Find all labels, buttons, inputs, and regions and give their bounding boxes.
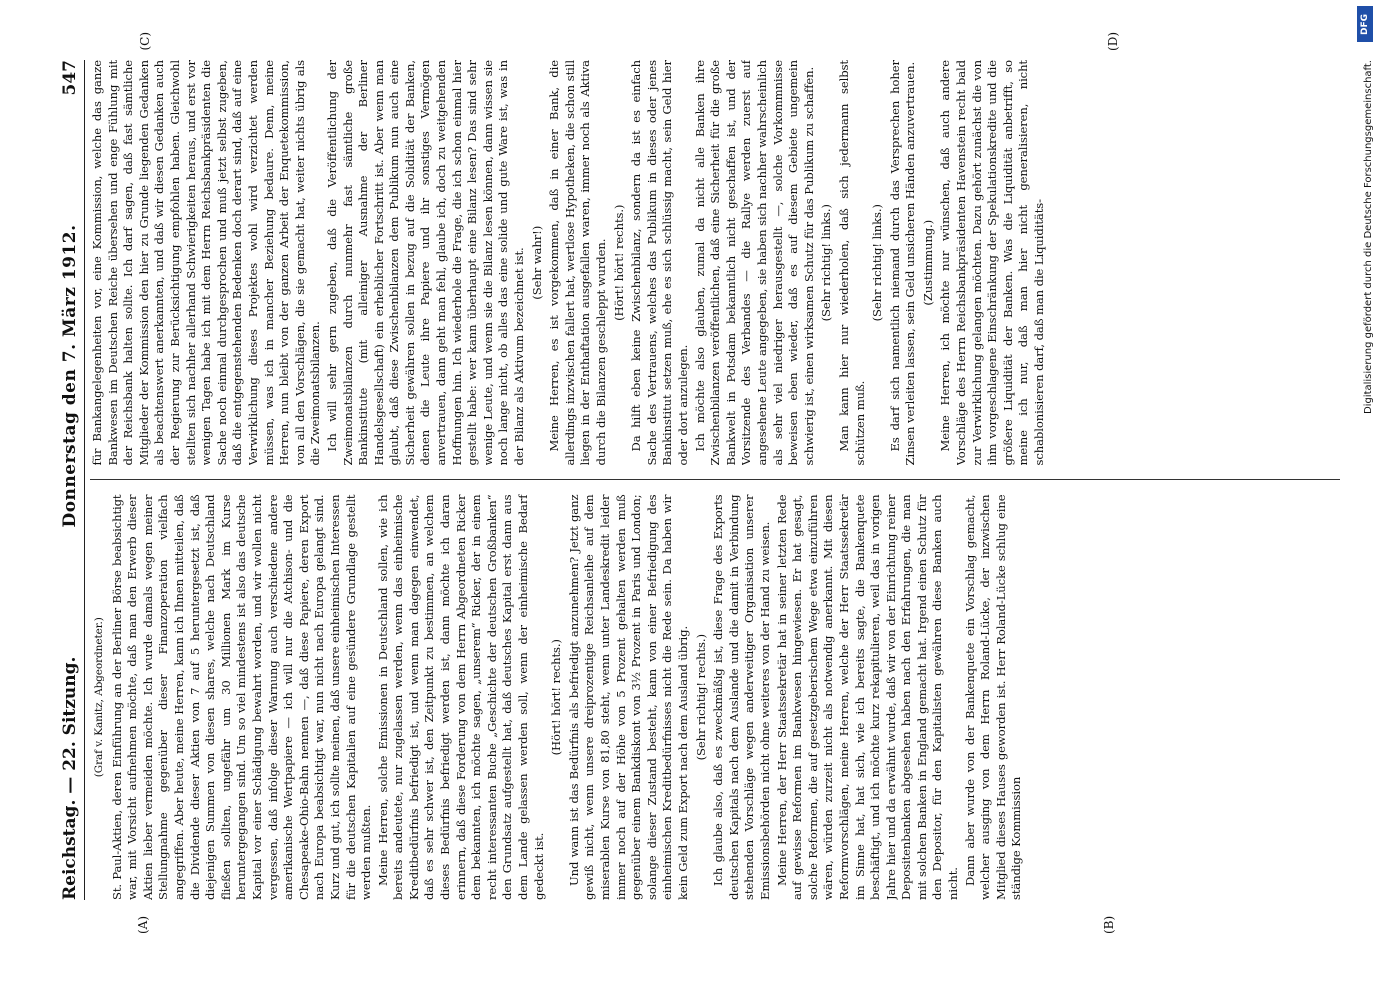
document-page [50, 30, 1350, 970]
header-center: Donnerstag den 7. März 1912. [60, 224, 80, 528]
paragraph: für Bankangelegenheiten vor, eine Kommission, welche das ganze Bankwesen im Deutschen Reiche übersehen und enge Fühlung mit der Reichsbank halten sollte. Ich darf sagen, daß fast sämtliche Mitglieder der Kommission den hier zu Grunde liegenden Gedanken als beachtenswert anerkannten, und daß wir diesen Gedanken auch der Regierung zur Berücksichtigung empfohlen haben. Gleichwohl stellten sich nachher allerhand Schwierigkeiten heraus, und erst vor wenigen Tagen habe ich mit dem Herrn Reichsbankpräsidenten die Sache noch einmal durchgesprochen und muß jetzt selbst zugeben, daß die entgegenstehenden Bedenken doch derart sind, daß auf eine Verwirklichung dieses Projektes wohl wird verzichtet werden müssen, was ich in mancher Beziehung bedaure. Denn, meine Herren, nun bleibt von der ganzen Arbeit der Enquetekommission, von all den Vorschlägen, die sie gemacht hat, weiter nichts übrig als die Zweimonatsbilanzen. [90, 60, 323, 466]
paragraph: Man kann hier nur wiederholen, daß sich jedermann selbst schützen muß. [836, 60, 867, 466]
margin-mark-c: (C) [138, 32, 152, 51]
interjection: (Sehr richtig! links.) [819, 204, 834, 322]
paragraph: Ich glaube also, daß es zweckmäßig ist, diese Frage des Exports deutschen Kapitals nach dem Auslande und die damit in Verbindung stehenden Vorschläge wegen anderweitiger Organisation unserer Emissionsbehörden nicht ohne weiteres von der Hand zu weisen. [711, 494, 772, 900]
interjection: (Sehr richtig! rechts.) [693, 634, 708, 761]
paragraph: Ich will sehr gern zugeben, daß die Veröffentlichung der Zweimonatsbilanzen durch nunmehr fast sämtliche große Bankinstitute (mit alleiniger Ausnahme der Berliner Handelsgesellschaft) ein erheblicher Fortschritt ist. Aber wenn man glaubt, daß diese Zwischenbilanzen dem Publikum nun auch eine Sicherheit gewähren sollen in bezug auf die Solidität der Banken, denen die Leute ihre Papiere und ihr sonstiges Vermögen anvertrauen, dann geht man fehl, glaube ich, doch zu weitgehenden Hoffnungen hin. Ich wiederhole die Frage, die ich schon einmal hier gestellt habe: wer kann überhaupt eine Bilanz lesen? Das sind sehr wenige Leute, und wenn sie die Bilanz lesen können, dann wissen sie noch lange nicht, ob alles das eine solide und gute Ware ist, was in der Bilanz als Aktivum bezeichnet ist. [324, 60, 527, 466]
margin-mark-d: (D) [1106, 32, 1120, 51]
interjection: (Sehr wahr!) [529, 225, 544, 300]
interjection: (Hört! hört! rechts.) [549, 639, 564, 756]
margin-mark-b: (B) [1102, 915, 1116, 934]
running-head [50, 60, 85, 900]
digitization-note: Digitalisierung gefördert durch die Deutsche Forschungsgemeinschaft. [1363, 60, 1374, 415]
paragraph: St. Paul-Aktien, deren Einführung an der Berliner Börse beabsichtigt war, mit Vorsicht aufnehmen möchte, daß man den Erwerb dieser Aktien lieber vermeiden möchte. Ich wurde damals wegen meiner Stellungnahme gegenüber dieser Finanzoperation vielfach angegriffen. Aber heute, meine Herren, kann ich Ihnen mitteilen, daß die Dividende dieser Aktien von 7 auf 5 heruntergesetzt ist, daß diejenigen Summen von diesen shares, welche nach Deutschland fließen sollten, ungefähr um 30 Millionen Mark im Kurse heruntergegangen sind. Um so viel mindestens ist also das deutsche Kapital vor einer Schädigung bewahrt worden, und wir wollen nicht vergessen, daß infolge dieser Warnung auch verschiedene andere amerikanische Wertpapiere — ich will nur die Atchison- und die Chesapeake-Ohio-Bahn nennen —, daß diese Papiere, deren Export nach Europa beabsichtigt war, nun nicht nach Europa gelangt sind. Kurz und gut, ich sollte meinen, daß unsere einheimischen Interessen für die deutschen Kapitalien auf eine gesündere Grundlage gestellt werden mußten. [109, 494, 374, 900]
left-column [90, 495, 1340, 901]
right-column [90, 60, 1340, 466]
paragraph: Und wann ist das Bedürfnis als befriedigt anzunehmen? Jetzt ganz gewiß nicht, wenn unsere dreiprozentige Reichsanleihe auf dem miserablen Kurse von 81,80 steht, wenn unter Landeskredit leider immer noch auf der Höhe von 5 Prozent gehalten werden muß gegenüber einem Bankdiskont von 3½ Prozent in Paris und London; solange dieser Zustand besteht, kann von einer Befriedigung des einheimischen Kreditbedürfnisses nicht die Rede sein. Da haben wir kein Geld zum Export nach dem Ausland übrig. [566, 494, 690, 900]
paragraph: Ich möchte also glauben, zumal da nicht alle Banken ihre Zwischenbilanzen veröffentlichen, daß eine Sicherheit für die große Bankwelt in Potsdam bekanntlich nicht geschaffen ist, und der Vorsitzende des Verbandes — die Rallye werden zuerst auf angesehene Leute angegeben, sie haben sich nachher wahrscheinlich als sehr viel niedriger herausgestellt —, solche Vorkommnisse beweisen eben wieder, daß es auf diesem Gebiete ungemein schwierig ist, einen wirksamen Schutz für das Publikum zu schaffen. [692, 60, 816, 466]
page-number: 547 [60, 60, 80, 96]
interjection: (Zustimmung.) [920, 219, 935, 306]
interjection: (Sehr richtig! links.) [870, 204, 885, 322]
header-left: Reichstag. — 22. Sitzung. [60, 656, 80, 900]
text-columns [90, 60, 1340, 900]
paragraph: Meine Herren, ich möchte nur wünschen, daß auch andere Vorschläge des Herrn Reichsbankpräsidenten Havenstein recht bald zur Verwirklichung gelangen möchten. Dazu gehört zunächst die von ihm vorgeschlagene Einschränkung der Spekulationskredite und die größere Liquidität der Banken. Was die Liquidität anbetrifft, so meine ich nur, daß man hier nicht generalisieren, nicht schablonisieren darf, daß man die Liquiditäts- [938, 60, 1047, 466]
paragraph: Meine Herren, solche Emissionen in Deutschland sollen, wie ich bereits andeutete, nur zugelassen werden, wenn das einheimische Kreditbedürfnis befriedigt ist, und wenn man dagegen einwendet, daß es sehr schwer ist, den Zeitpunkt zu bestimmen, an welchem dieses Bedürfnis befriedigt werden ist, dann möchte ich daran erinnern, daß diese Forderung von dem Herrn Abgeordneten Ricker dem bekannten, ich möchte sagen, „unserem“ Ricker, der in einem recht interessanten Buche „Geschichte der deutschen Großbanken“ den Grundsatz aufgestellt hat, daß deutsches Kapital erst dann aus dem Lande gelassen werden soll, wenn der einheimische Bedarf gedeckt ist. [375, 494, 546, 900]
dfg-logo-badge [1357, 6, 1373, 42]
column-divider [90, 480, 1340, 481]
paragraph: Meine Herren, es ist vorgekommen, daß in einer Bank, die allerdings inzwischen fallert hat, wertlose Hypotheken, die schon still liegen in der Enthaftation ausgefallen waren, immer noch als Aktiva durch die Bilanzen geschleppt wurden. [547, 60, 608, 466]
paragraph: Da hilft eben keine Zwischenbilanz, sondern da ist es einfach Sache des Vertrauens, welches das Publikum in dieses oder jenes Bankinstitut setzen muß, ehe es sich schlüssig macht, sein Geld hier oder dort anzulegen. [629, 60, 690, 466]
dfg-logo-text: DFG [1360, 13, 1370, 35]
speaker-name: (Graf v. Kanitz, Abgeordneter.) [93, 617, 105, 778]
paragraph: Es darf sich namentlich niemand durch das Versprechen hoher Zinsen verleiten lassen, sein Geld unsicheren Händen anzuvertrauen. [887, 60, 918, 466]
paragraph: Meine Herren, der Herr Staatssekretär hat in seiner letzten Rede auf gewisse Reformen im Bankwesen hingewiesen. Er hat gesagt, solche Reformen, die auf gesetzgeberischem Wege etwa einzuführen wären, würden zurzeit nicht als notwendig anerkannt. Mit diesen Reformvorschlägen, meine Herren, welche der Herr Staatssekretär im Sinne hat, hat sich, wie ich bereits sagte, die Bankenquete beschäftigt, und ich möchte kurz rekapitulieren, weil das in vorigen Jahre hier und da erwähnt wurde, daß wir von der Einrichtung reiner Depositenbanken abgesehen haben nach den Erfahrungen, die man mit solchen Banken in England gemacht hat. Irgend einen Schutz für den Depositor, für den Kapitalisten gewähren diese Banken auch nicht. [774, 494, 961, 900]
paragraph: Dann aber wurde von der Bankenquete ein Vorschlag gemacht, welcher ausging von dem Herrn Roland-Lücke, der inzwischen Mitglied dieses Hauses geworden ist. Herr Roland-Lücke schlug eine ständige Kommission [962, 494, 1024, 900]
interjection: (Hört! hört! rechts.) [611, 204, 626, 321]
margin-mark-a: (A) [136, 915, 150, 934]
